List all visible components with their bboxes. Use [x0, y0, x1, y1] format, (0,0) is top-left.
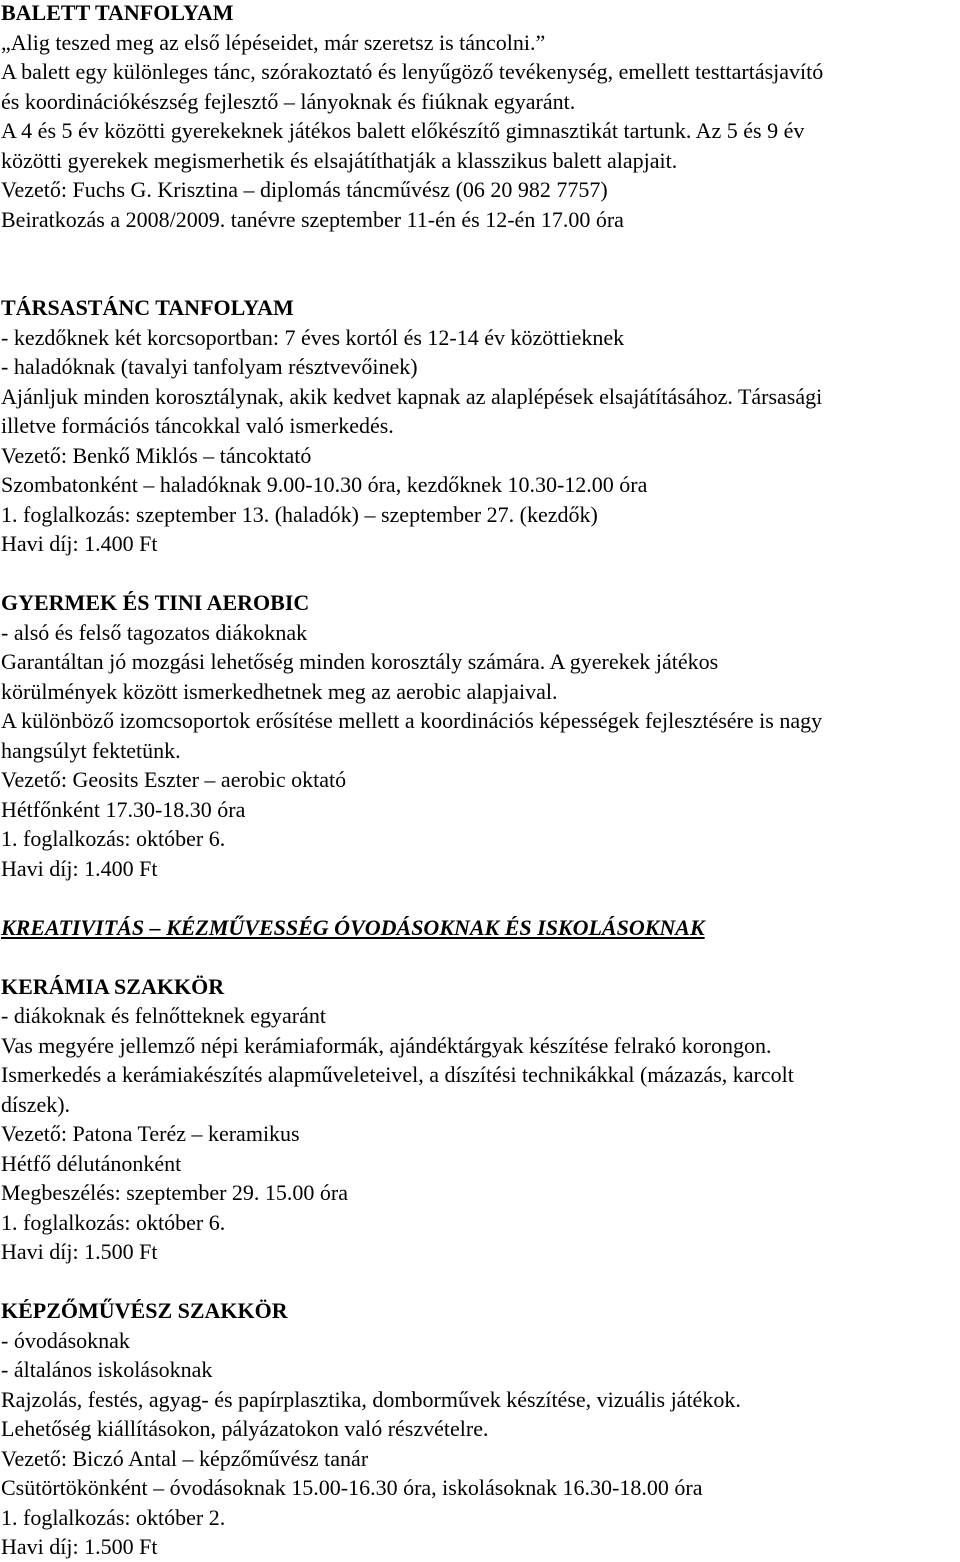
kreativitas-section-title: KREATIVITÁS – KÉZMŰVESSÉG ÓVODÁSOKNAK ÉS ISKOLÁSOKNAK: [1, 914, 705, 940]
kepzomuvesz-section: [0, 1296, 960, 1562]
kepzomuvesz-text-line: - általános iskolásoknak: [1, 1357, 213, 1382]
keramia-text-line: Ismerkedés a kerámiakészítés alapműveleteivel, a díszítési technikákkal (mázazás, karcolt: [1, 1062, 794, 1087]
tarsastanc-text-line: Ajánljuk minden korosztálynak, akik kedvet kapnak az alaplépések elsajátításához. Társasági: [1, 383, 823, 409]
keramia-text-line: Vas megyére jellemző népi kerámiaformák, ajándéktárgyak készítése felrakó korongon.: [1, 1032, 772, 1058]
aerobic-text-line: körülmények között ismerkedhetnek meg az aerobic alapjaival.: [1, 678, 558, 704]
keramia-section: [0, 972, 960, 1267]
kepzomuvesz-leader: Vezető: Biczó Antal – képzőművész tanár: [1, 1445, 369, 1471]
keramia-text-line: díszek).: [1, 1091, 71, 1117]
spacer: [0, 883, 960, 913]
tarsastanc-leader: Vezető: Benkő Miklós – táncoktató: [1, 442, 312, 468]
keramia-fee: Havi díj: 1.500 Ft: [1, 1239, 158, 1264]
balett-text-line: A balett egy különleges tánc, szórakoztató és lenyűgöző tevékenység, emellett testtartásjavító: [1, 59, 824, 84]
balett-registration: Beiratkozás a 2008/2009. tanévre szeptember 11-én és 12-én 17.00 óra: [1, 206, 624, 232]
kepzomuvesz-heading: KÉPZŐMŰVÉSZ SZAKKÖR: [1, 1298, 288, 1323]
aerobic-text-line: Garantáltan jó mozgási lehetőség minden korosztály számára. A gyerekek játékos: [1, 649, 719, 674]
aerobic-heading: GYERMEK ÉS TINI AEROBIC: [1, 590, 310, 615]
aerobic-section: [0, 588, 960, 883]
balett-leader: Vezető: Fuchs G. Krisztina – diplomás táncművész (06 20 982 7757): [1, 177, 608, 202]
balett-text-line: közötti gyerekek megismerhetik és elsajátíthatják a klasszikus balett alapjait.: [1, 147, 678, 173]
kepzomuvesz-text-line: Lehetőség kiállításokon, pályázatokon való részvételre.: [1, 1416, 489, 1441]
kepzomuvesz-first-session: 1. foglalkozás: október 2.: [1, 1504, 226, 1530]
keramia-meeting: Megbeszélés: szeptember 29. 15.00 óra: [1, 1180, 348, 1205]
spacer: [0, 942, 960, 972]
kepzomuvesz-fee: Havi díj: 1.500 Ft: [1, 1534, 158, 1559]
kepzomuvesz-text-line: Rajzolás, festés, agyag- és papírplasztika, domborművek készítése, vizuális játékok.: [1, 1386, 741, 1412]
balett-heading: BALETT TANFOLYAM: [1, 0, 234, 25]
tarsastanc-text-line: - haladóknak (tavalyi tanfolyam résztvevőinek): [1, 354, 418, 379]
keramia-schedule: Hétfő délutánonként: [1, 1150, 182, 1176]
spacer: [0, 1267, 960, 1297]
aerobic-first-session: 1. foglalkozás: október 6.: [1, 826, 226, 851]
balett-section: [0, 0, 960, 234]
aerobic-leader: Vezető: Geosits Eszter – aerobic oktató: [1, 767, 347, 792]
balett-text-line: A 4 és 5 év közötti gyerekeknek játékos balett előkészítő gimnasztikát tartunk. Az 5 és 9 év: [1, 118, 805, 143]
tarsastanc-schedule: Szombatonként – haladóknak 9.00-10.30 óra, kezdőknek 10.30-12.00 óra: [1, 472, 648, 497]
kepzomuvesz-text-line: - óvodásoknak: [1, 1327, 130, 1353]
tarsastanc-fee: Havi díj: 1.400 Ft: [1, 531, 158, 556]
tarsastanc-text-line: - kezdőknek két korcsoportban: 7 éves kortól és 12-14 év közöttieknek: [1, 324, 625, 350]
tarsastanc-text-line: illetve formációs táncokkal való ismerkedés.: [1, 413, 394, 438]
aerobic-text-line: - alsó és felső tagozatos diákoknak: [1, 619, 308, 645]
aerobic-text-line: hangsúlyt fektetünk.: [1, 737, 181, 763]
balett-quote: „Alig teszed meg az első lépéseidet, már szeretsz is táncolni.”: [1, 29, 546, 55]
keramia-leader: Vezető: Patona Teréz – keramikus: [1, 1121, 300, 1146]
tarsastanc-section: [0, 293, 960, 559]
tarsastanc-heading: TÁRSASTÁNC TANFOLYAM: [1, 295, 294, 320]
keramia-heading: KERÁMIA SZAKKÖR: [1, 973, 225, 999]
tarsastanc-first-session: 1. foglalkozás: szeptember 13. (haladók) – szeptember 27. (kezdők): [1, 501, 598, 527]
spacer: [0, 559, 960, 589]
kepzomuvesz-schedule: Csütörtökönként – óvodásoknak 15.00-16.30 óra, iskolásoknak 16.30-18.00 óra: [1, 1475, 703, 1500]
aerobic-schedule: Hétfőnként 17.30-18.30 óra: [1, 796, 246, 822]
keramia-text-line: - diákoknak és felnőtteknek egyaránt: [1, 1003, 326, 1028]
aerobic-text-line: A különböző izomcsoportok erősítése mellett a koordinációs képességek fejlesztésére is nagy: [1, 708, 823, 733]
keramia-first-session: 1. foglalkozás: október 6.: [1, 1209, 226, 1235]
spacer: [0, 234, 960, 293]
aerobic-fee: Havi díj: 1.400 Ft: [1, 855, 158, 881]
balett-text-line: és koordinációkészség fejlesztő – lányoknak és fiúknak egyaránt.: [1, 88, 576, 114]
